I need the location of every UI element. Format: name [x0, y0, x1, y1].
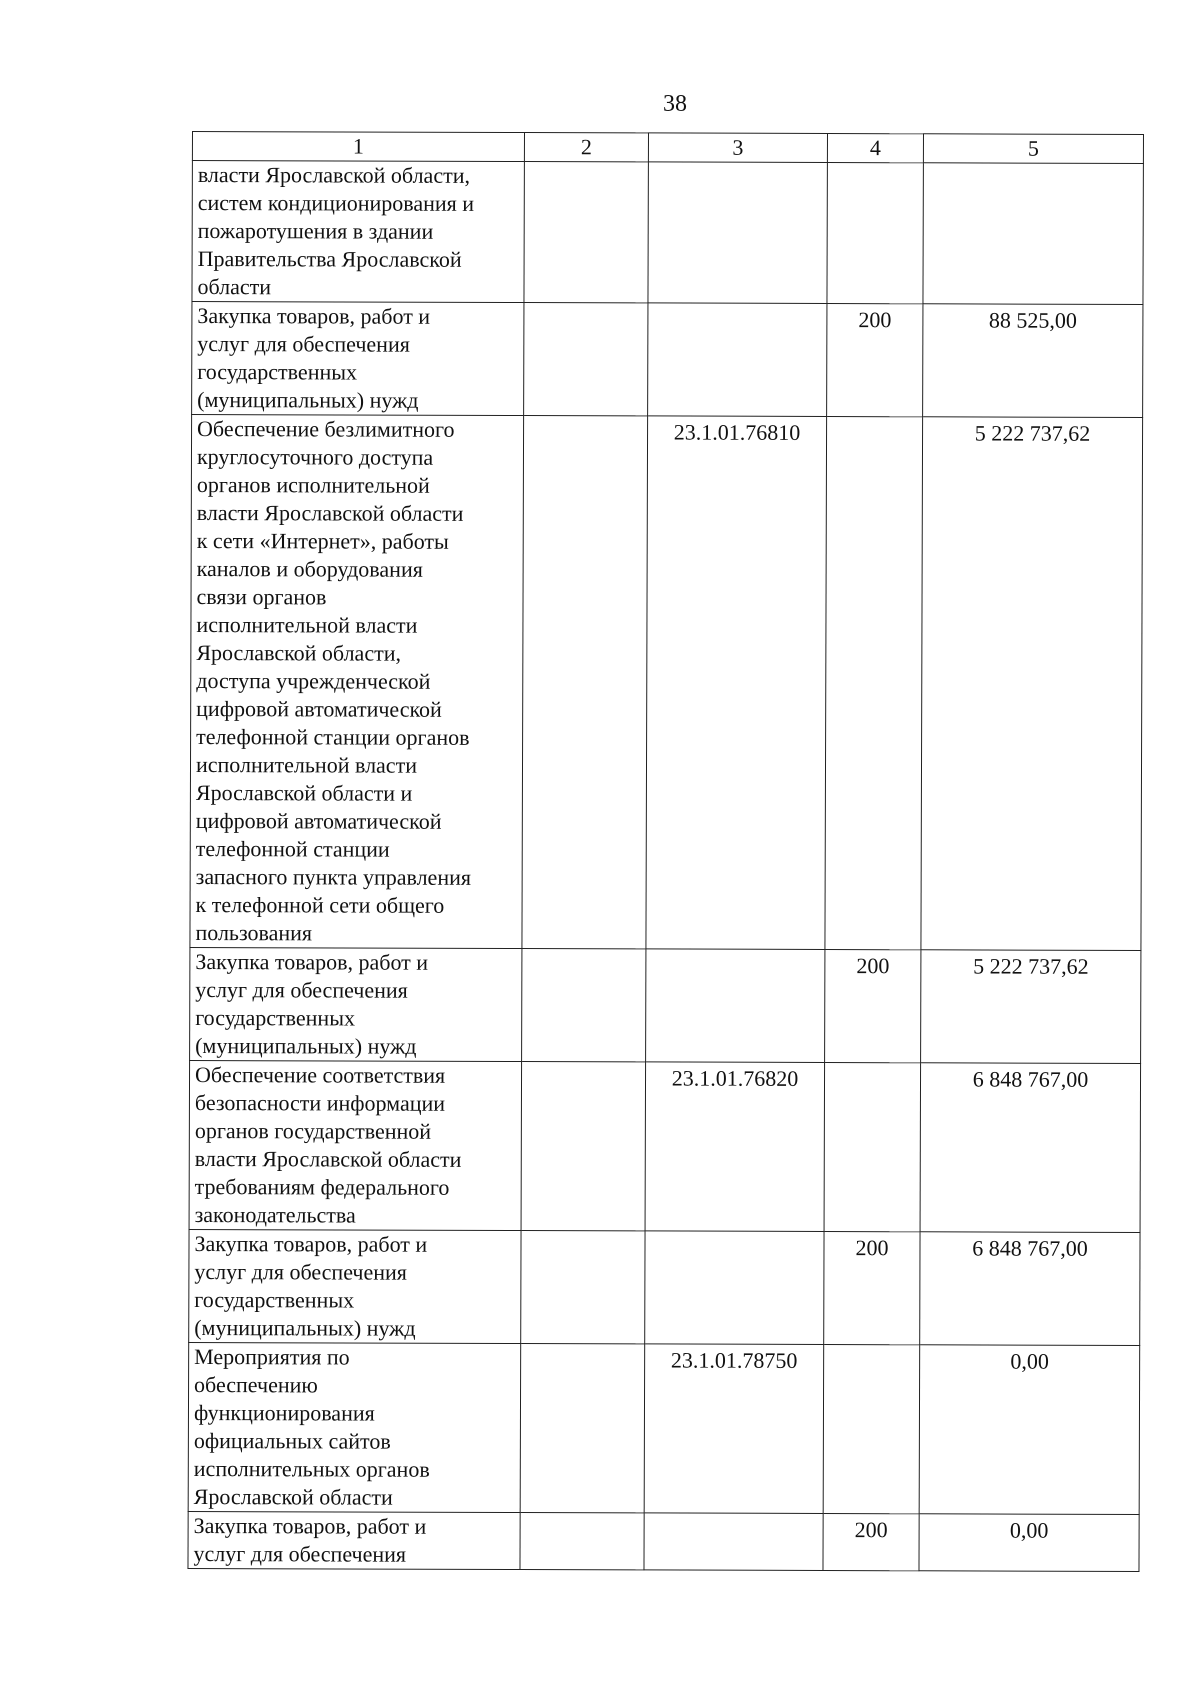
row-target-code	[645, 1231, 824, 1345]
description-text: власти Ярославской области, систем кондиционирования и пожаротушения в здании Правительства Ярославской области	[197, 162, 475, 300]
table-row	[190, 947, 1141, 1063]
header-col-5: 5	[923, 134, 1143, 164]
row-target-code	[646, 949, 825, 1063]
row-amount: 0,00	[919, 1345, 1140, 1515]
row-description	[192, 161, 524, 303]
row-expense-type	[825, 416, 923, 949]
description-text: Закупка товаров, работ и услуг для обеспечения государственных (муниципальных) нужд	[195, 949, 429, 1059]
header-col-3: 3	[648, 133, 827, 163]
row-target-code	[648, 303, 827, 417]
table-row	[188, 1342, 1140, 1514]
row-expense-type	[827, 162, 923, 303]
row-col-2	[524, 162, 648, 303]
table-row	[188, 1511, 1139, 1571]
row-amount: 5 222 737,62	[921, 417, 1143, 951]
row-col-2	[520, 1344, 645, 1513]
row-amount: 5 222 737,62	[921, 950, 1141, 1064]
row-description	[192, 302, 524, 416]
row-col-2	[522, 949, 646, 1062]
row-target-code: 23.1.01.76820	[645, 1062, 825, 1232]
description-text: Закупка товаров, работ и услуг для обеспечения государственных (муниципальных) нужд	[194, 1231, 428, 1341]
row-col-2	[520, 1513, 644, 1570]
row-description	[190, 947, 522, 1061]
row-target-code: 23.1.01.78750	[644, 1344, 824, 1514]
row-amount: 6 848 767,00	[920, 1063, 1141, 1233]
row-target-code	[648, 162, 827, 304]
row-expense-type: 200	[824, 1231, 920, 1344]
description-text: Обеспечение безлимитного круглосуточного доступа органов исполнительной власти Ярославской области к сети «Интернет», работы каналов и оборудования связи органов исполнительной власти Ярославской области, доступа учрежденческой цифровой автоматической телефонной станции органов исполнительной власти Ярославской области и цифровой автоматической телефонной станции запасного пункта управления к телефонной сети общего пользования	[195, 416, 472, 946]
row-expense-type: 200	[827, 303, 923, 416]
row-target-code	[644, 1513, 823, 1571]
table-row	[192, 161, 1143, 305]
row-expense-type: 200	[825, 949, 921, 1062]
description-text: Мероприятия по обеспечению функционирования официальных сайтов исполнительных органов Ярославской области	[193, 1344, 430, 1510]
description-text: Закупка товаров, работ и услуг для обеспечения государственных (муниципальных) нужд	[197, 303, 431, 413]
row-col-2	[521, 1231, 645, 1344]
row-description	[190, 415, 524, 949]
row-col-2	[521, 1062, 646, 1231]
budget-table-wrapper	[187, 131, 1144, 1572]
budget-table	[187, 131, 1144, 1572]
table-header-row	[192, 132, 1143, 164]
row-amount: 0,00	[919, 1514, 1139, 1572]
table-row	[189, 1229, 1140, 1345]
row-expense-type: 200	[823, 1513, 919, 1570]
row-description	[189, 1229, 521, 1343]
table-row	[192, 302, 1143, 418]
table-row	[190, 415, 1143, 951]
row-description	[188, 1511, 520, 1569]
page-number: 38	[663, 91, 687, 117]
row-amount: 88 525,00	[923, 304, 1143, 418]
row-expense-type	[824, 1062, 921, 1231]
row-amount: 6 848 767,00	[920, 1232, 1140, 1346]
row-col-2	[524, 303, 648, 416]
row-amount	[923, 163, 1143, 305]
row-target-code: 23.1.01.76810	[646, 416, 827, 950]
description-text: Закупка товаров, работ и услуг для обеспечения	[193, 1513, 427, 1567]
header-col-2: 2	[524, 133, 648, 162]
row-description	[188, 1342, 521, 1512]
row-col-2	[522, 416, 648, 949]
table-row	[189, 1060, 1141, 1232]
header-col-4: 4	[827, 133, 923, 162]
row-description	[189, 1060, 522, 1230]
header-col-1: 1	[192, 132, 524, 162]
row-expense-type	[823, 1344, 920, 1513]
description-text: Обеспечение соответствия безопасности информации органов государственной власти Ярославской области требованиям федерального законодательства	[194, 1062, 462, 1228]
